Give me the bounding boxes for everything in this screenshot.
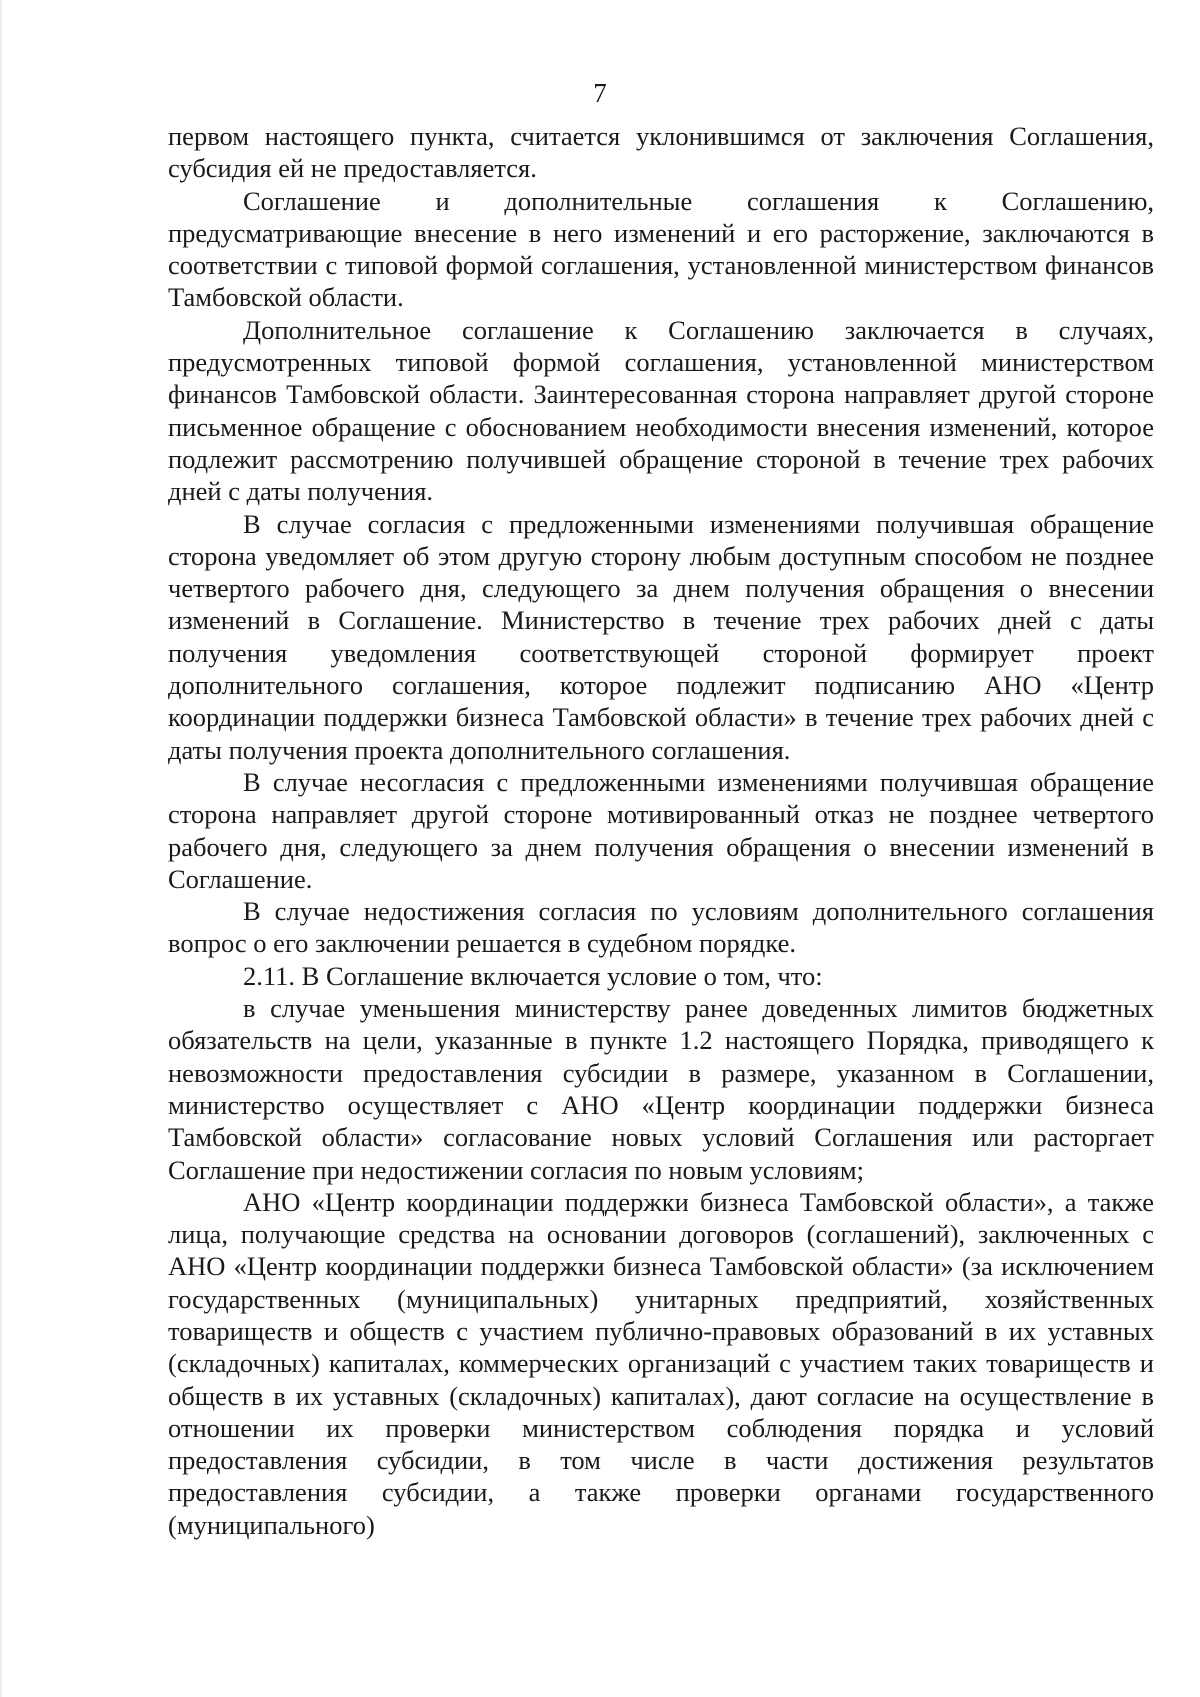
- paragraph-consent-case: В случае согласия с предложенными изменениями получившая обращение сторона уведомляет об этом другую сторону любым доступным способом не позднее четвертого рабочего дня, следующего за днем получения обращения о внесении изменений в Соглашение. Министерство в течение трех рабочих дней с даты получения уведомления соответствующей стороной формирует проект дополнительного соглашения, которое подлежит подписанию АНО «Центр координации поддержки бизнеса Тамбовской области» в течение трех рабочих дней с даты получения проекта дополнительного соглашения.: [168, 508, 1154, 765]
- paragraph-no-agreement-case: В случае недостижения согласия по условиям дополнительного соглашения вопрос о его заключении решается в судебном порядке.: [168, 896, 1154, 959]
- paragraph-disagreement-case: В случае несогласия с предложенными изменениями получившая обращение сторона направляет другой стороне мотивированный отказ не позднее четвертого рабочего дня, следующего за днем получения обращения о внесении изменений в Соглашение.: [168, 766, 1154, 894]
- paragraph-agreement-form: Соглашение и дополнительные соглашения к Соглашению, предусматривающие внесение в него изменений и его расторжение, заключаются в соответствии с типовой формой соглашения, установленной министерством финансов Тамбовской области.: [168, 185, 1154, 313]
- document-body: [168, 120, 1154, 1541]
- paragraph-continuation: первом настоящего пункта, считается уклонившимся от заключения Соглашения, субсидия ей не предоставляется.: [168, 121, 1154, 184]
- paragraph-budget-limits: в случае уменьшения министерству ранее доведенных лимитов бюджетных обязательств на цели, указанные в пункте 1.2 настоящего Порядка, приводящего к невозможности предоставления субсидии в размере, указанном в Соглашении, министерство осуществляет с АНО «Центр координации поддержки бизнеса Тамбовской области» согласование новых условий Соглашения или расторгает Соглашение при недостижении согласия по новым условиям;: [168, 993, 1154, 1185]
- paragraph-additional-agreement: Дополнительное соглашение к Соглашению заключается в случаях, предусмотренных типовой формой соглашения, установленной министерством финансов Тамбовской области. Заинтересованная сторона направляет другой стороне письменное обращение с обоснованием необходимости внесения изменений, которое подлежит рассмотрению получившей обращение стороной в течение трех рабочих дней с даты получения.: [168, 314, 1154, 507]
- paragraph-section-2-11: 2.11. В Соглашение включается условие о том, что:: [243, 960, 823, 991]
- scan-edge-shadow: [0, 0, 3, 1697]
- paragraph-inspection-consent: АНО «Центр координации поддержки бизнеса Тамбовской области», а также лица, получающие средства на основании договоров (соглашений), заключенных с АНО «Центр координации поддержки бизнеса Тамбовской области» (за исключением государственных (муниципальных) унитарных предприятий, хозяйственных товариществ и обществ с участием публично-правовых образований в их уставных (складочных) капиталах, коммерческих организаций с участием таких товариществ и обществ в их уставных (складочных) капиталах), дают согласие на осуществление в отношении их проверки министерством соблюдения порядка и условий предоставления субсидии, в том числе в части достижения результатов предоставления субсидии, а также проверки органами государственного (муниципального): [168, 1186, 1154, 1540]
- page-number: 7: [593, 78, 607, 108]
